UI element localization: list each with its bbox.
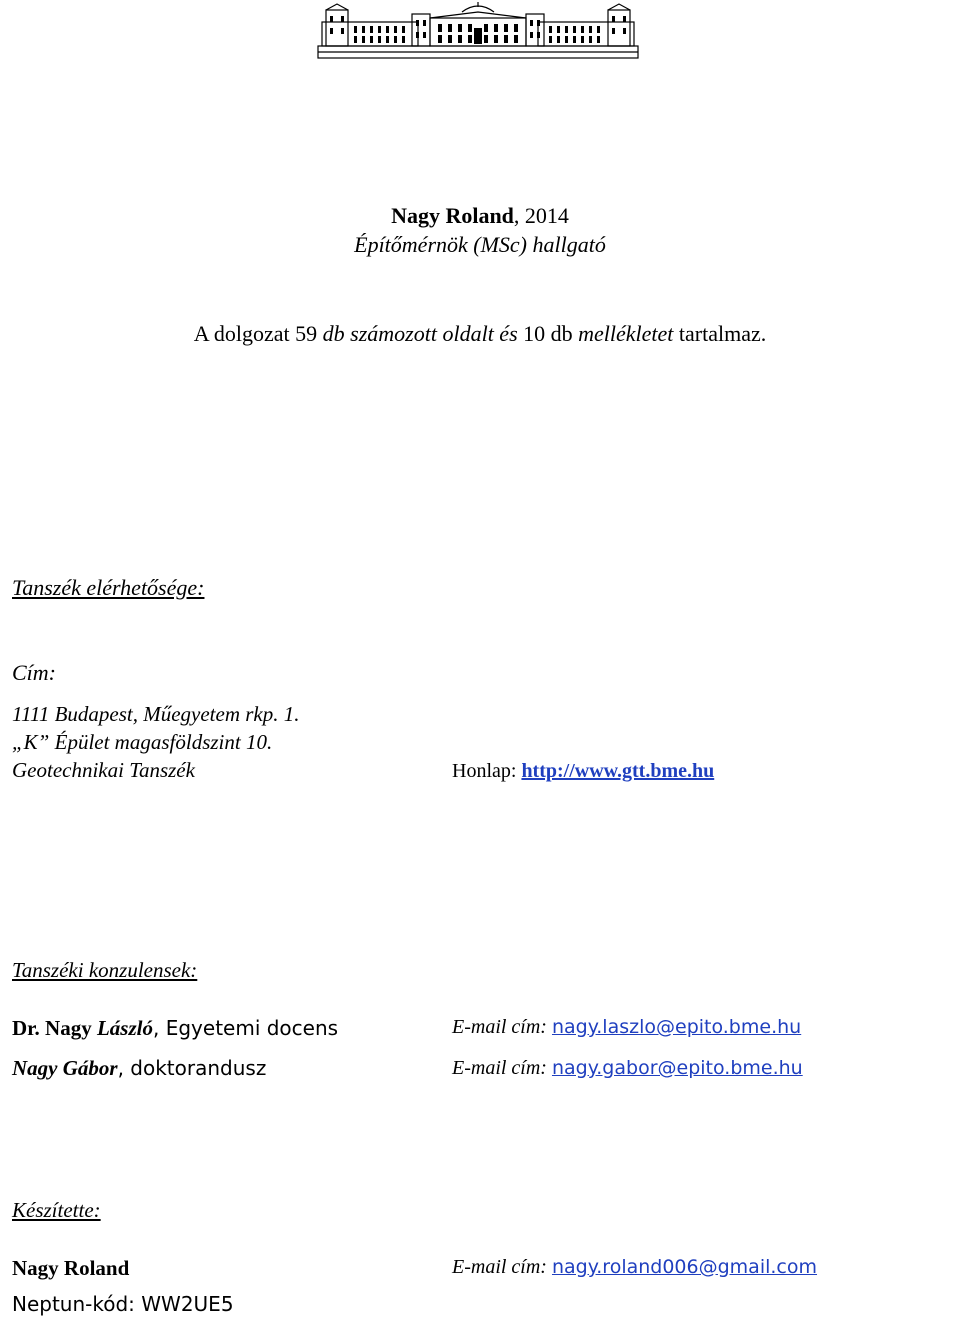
consultants-heading: Tanszéki konzulensek: — [12, 958, 198, 982]
website-link[interactable]: http://www.gtt.bme.hu — [521, 760, 715, 782]
summary-part2: db számozott oldalt és — [322, 321, 518, 346]
website-label: Honlap: — [452, 760, 522, 782]
preparer-email-label: E-mail cím: — [452, 1256, 552, 1278]
preparer-email-link[interactable]: nagy.roland006@gmail.com — [551, 1256, 818, 1278]
preparer-email-row — [452, 1256, 817, 1279]
author-name: Nagy Roland — [391, 203, 514, 228]
consultant-1-prefix: Dr. Nagy — [12, 1016, 97, 1040]
department-heading: Tanszék elérhetősége: — [12, 575, 205, 600]
address-line2: „K” Épület magasföldszint 10. — [12, 730, 273, 754]
summary-part1: A dolgozat 59 — [193, 321, 323, 346]
summary-part5: tartalmaz. — [673, 321, 767, 346]
bme-building-logo — [316, 2, 640, 60]
consultant-1 — [12, 1016, 338, 1041]
prepared-by-heading: Készítette: — [12, 1198, 101, 1222]
consultant-2-email-link[interactable]: nagy.gabor@epito.bme.hu — [551, 1057, 803, 1079]
neptun-code: Neptun-kód: WW2UE5 — [12, 1292, 234, 1316]
address-line1: 1111 Budapest, Műegyetem rkp. 1. — [12, 702, 300, 726]
consultant-2-email-label: E-mail cím: — [452, 1057, 552, 1079]
consultant-2 — [12, 1056, 266, 1081]
website-row — [452, 760, 714, 783]
consultant-1-title: , Egyetemi docens — [153, 1016, 339, 1040]
consultant-2-title: , doktorandusz — [117, 1056, 267, 1080]
author-line — [0, 203, 960, 229]
consultant-1-email-label: E-mail cím: — [452, 1016, 552, 1038]
summary-part3: 10 db — [517, 321, 579, 346]
consultant-2-name: Nagy Gábor — [12, 1056, 118, 1080]
author-role: Építőmérnök (MSc) hallgató — [354, 232, 606, 257]
consultant-2-email-row — [452, 1057, 803, 1080]
preparer-name: Nagy Roland — [12, 1256, 130, 1280]
consultant-1-name: László — [96, 1016, 153, 1040]
address-label: Cím: — [12, 660, 56, 685]
consultant-1-email-row — [452, 1016, 801, 1039]
author-year: , 2014 — [513, 203, 569, 228]
consultant-1-email-link[interactable]: nagy.laszlo@epito.bme.hu — [551, 1016, 802, 1038]
summary-line — [0, 321, 960, 347]
summary-part4: mellékletet — [578, 321, 674, 346]
address-line3: Geotechnikai Tanszék — [12, 758, 195, 782]
